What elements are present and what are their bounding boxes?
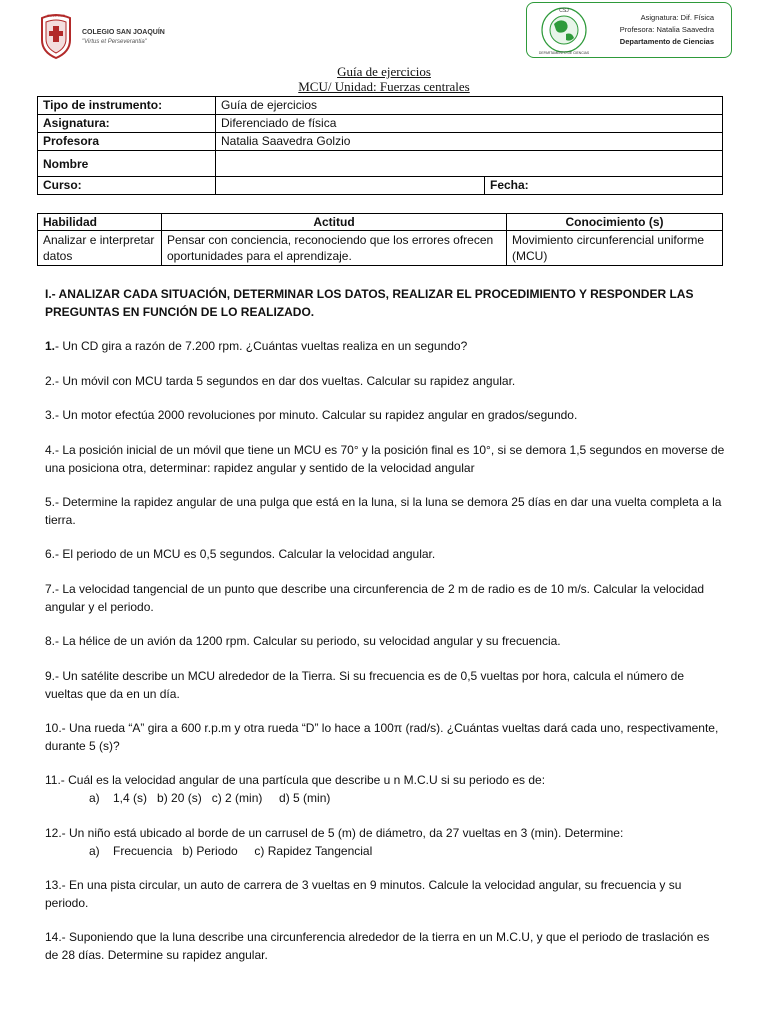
table-row (38, 133, 723, 151)
table-cell: Analizar e interpretar datos (38, 231, 162, 266)
exercise-options: a) Frecuencia b) Periodo c) Rapidez Tangencial (89, 844, 373, 858)
dept-logo-text: CSJ (559, 8, 569, 14)
school-crest-logo (36, 10, 76, 60)
table-cell-label: Nombre (38, 151, 216, 177)
document-subtitle: MCU/ Unidad: Fuerzas centrales (298, 79, 470, 94)
course-field[interactable] (216, 177, 485, 195)
dept-subject: Asignatura: Dif. Física (640, 13, 714, 22)
dept-teacher: Profesora: Natalia Saavedra (619, 25, 714, 34)
table-cell-value: Guía de ejercicios (216, 97, 723, 115)
exercise-item (45, 337, 725, 355)
exercise-item: 5.- Determine la rapidez angular de una pulga que está en la luna, si la luna se demora 25 días en dar una vuelta completa a la tierra. (45, 495, 722, 527)
column-header: Conocimiento (s) (507, 214, 723, 231)
info-table (37, 96, 723, 195)
table-cell-label: Profesora (38, 133, 216, 151)
dept-logo-caption: DEPARTAMENTO DE CIENCIAS (538, 51, 590, 55)
exercise-options: a) 1,4 (s) b) 20 (s) c) 2 (min) d) 5 (min) (89, 791, 331, 805)
exercise-item: 13.- En una pista circular, un auto de carrera de 3 vueltas en 9 minutos. Calcule la velocidad angular, su frecuencia y su periodo. (45, 878, 682, 910)
school-crest-text: COLEGIO (46, 13, 66, 18)
exercise-item (45, 824, 725, 860)
table-row (38, 177, 723, 195)
exercise-item: 10.- Una rueda “A” gira a 600 r.p.m y otra rueda “D” lo hace a 100π (rad/s). ¿Cuántas vueltas dará cada uno, respectivamente, durante 5 (s)? (45, 721, 719, 753)
table-cell: Movimiento circunferencial uniforme (MCU) (507, 231, 723, 266)
exercise-item: 14.- Suponiendo que la luna describe una circunferencia alrededor de la tierra en un M.C.U, y que el periodo de traslación es de 28 días. Determine su rapidez angular. (45, 930, 710, 962)
school-name: COLEGIO SAN JOAQUÍN (82, 29, 165, 36)
exercise-item: 7.- La velocidad tangencial de un punto que describe una circunferencia de 2 m de radio es de 10 m/s. Calcular la velocidad angular y el periodo. (45, 582, 705, 614)
table-cell-value: Natalia Saavedra Golzio (216, 133, 723, 151)
exercise-text: 12.- Un niño está ubicado al borde de un carrusel de 5 (m) de diámetro, da 27 vueltas en 3 (min). Determine: (45, 826, 624, 840)
exercise-text: 11.- Cuál es la velocidad angular de una partícula que describe u n M.C.U si su periodo es de: (45, 773, 546, 787)
table-header-row (38, 214, 723, 231)
date-field-label: Fecha: (485, 177, 723, 195)
exercise-item: 8.- La hélice de un avión da 1200 rpm. Calcular su periodo, su velocidad angular y su frecuencia. (45, 634, 561, 648)
column-header: Actitud (162, 214, 507, 231)
table-cell-label: Curso: (38, 177, 216, 195)
exercise-item: 3.- Un motor efectúa 2000 revoluciones por minuto. Calcular su rapidez angular en grados/segundo. (45, 408, 578, 422)
exercise-item: 9.- Un satélite describe un MCU alrededor de la Tierra. Si su frecuencia es de 0,5 vueltas por hora, calcula el número de vueltas que da en un día. (45, 669, 684, 701)
table-row (38, 115, 723, 133)
exercise-item: 2.- Un móvil con MCU tarda 5 segundos en dar dos vueltas. Calcular su rapidez angular. (45, 374, 516, 388)
dept-name: Departamento de Ciencias (619, 37, 714, 46)
table-cell-label: Tipo de instrumento: (38, 97, 216, 115)
skills-table (37, 213, 723, 266)
science-department-logo (534, 4, 598, 56)
column-header: Habilidad (38, 214, 162, 231)
instructions-heading: I.- ANALIZAR CADA SITUACIÓN, DETERMINAR LOS DATOS, REALIZAR EL PROCEDIMIENTO Y RESPONDER LAS PREGUNTAS EN FUNCIÓN DE LO REALIZADO. (45, 287, 694, 319)
exercise-item (45, 771, 725, 807)
exercise-item: 6.- El periodo de un MCU es 0,5 segundos. Calcular la velocidad angular. (45, 547, 436, 561)
exercise-text: - Un CD gira a razón de 7.200 rpm. ¿Cuántas vueltas realiza en un segundo? (55, 339, 468, 353)
exercise-number: 1. (45, 339, 56, 353)
document-title: Guía de ejercicios (337, 64, 431, 79)
table-row (38, 151, 723, 177)
table-cell-label: Asignatura: (38, 115, 216, 133)
name-field[interactable] (216, 151, 723, 177)
table-cell-value: Diferenciado de física (216, 115, 723, 133)
table-row (38, 97, 723, 115)
table-row (38, 231, 723, 266)
school-motto: "Virtus et Perseverantia" (82, 39, 147, 45)
table-cell: Pensar con conciencia, reconociendo que los errores ofrecen oportunidades para el aprendizaje. (162, 231, 507, 266)
exercise-item: 4.- La posición inicial de un móvil que tiene un MCU es 70° y la posición final es 10°, si se demora 1,5 segundos en moverse de una posiciona otra, determinar: rapidez angular y sentido de la velocidad angular (45, 443, 725, 475)
